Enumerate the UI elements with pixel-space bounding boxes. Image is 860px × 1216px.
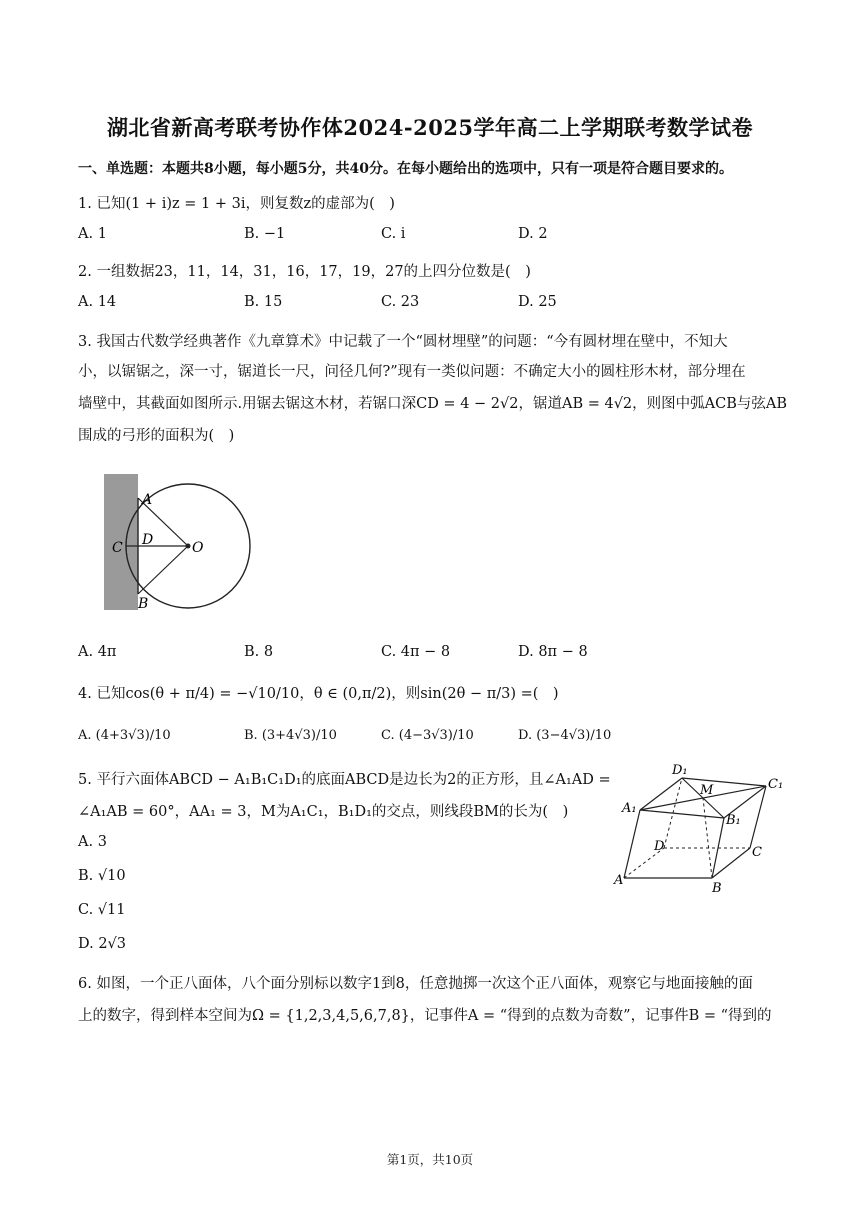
question-3-line-2: 小，以锯锯之，深一寸，锯道长一尺，问径几何?”现有一类似问题：不确定大小的圆柱形木材，部分埋在 [78,364,746,380]
q4-option-a: A. (4+3√3)/10 [78,728,171,743]
page-footer: 第1页，共10页 [386,1152,474,1167]
question-3-line-1: 3. 我国古代数学经典著作《九章算术》中记载了一个“圆材埋壁”的问题：“今有圆材埋在壁中，不知大 [78,334,728,350]
label-c1: C₁ [768,777,784,792]
label-b: B [138,596,149,612]
question-3-line-3: 墙壁中，其截面如图所示.用锯去锯这木材，若锯口深CD = 4 − 2√2，锯道AB = 4√2，则图中弧ACB与弦AB [78,396,788,412]
q4-option-d: D. (3−4√3)/10 [518,728,612,743]
label-c: C [752,845,762,860]
q1-option-c: C. i [381,226,406,242]
q3-option-d: D. 8π − 8 [518,644,588,660]
segment-bm [703,798,712,878]
q5-option-a: A. 3 [78,834,107,850]
center-point [186,544,191,549]
label-a: A [614,873,624,888]
q1-option-a: A. 1 [78,226,107,242]
edge-d1a1 [640,778,682,810]
edge-d1c1 [682,778,766,786]
q5-option-d: D. 2√3 [78,936,127,952]
q4-option-b: B. (3+4√3)/10 [244,728,337,743]
question-1-stem: 1. 已知(1 + i)z = 1 + 3i，则复数z的虚部为( ) [78,196,395,212]
label-c: C [112,540,123,556]
question-6-line-2: 上的数字，得到样本空间为Ω = {1,2,3,4,5,6,7,8}，记事件A = “得到的点数为奇数”，记事件B = “得到的 [78,1008,772,1024]
exam-title: 湖北省新高考联考协作体2024-2025学年高二上学期联考数学试卷 [106,115,754,140]
q3-option-a: A. 4π [78,644,117,660]
segment-bo [138,546,188,594]
label-b1: B₁ [726,813,741,828]
q2-option-b: B. 15 [244,294,283,310]
label-d: D [142,532,154,548]
question-3-line-4: 围成的弓形的面积为( ) [78,428,235,444]
q1-option-b: B. −1 [244,226,286,242]
question-5-line-1: 5. 平行六面体ABCD − A₁B₁C₁D₁的底面ABCD是边长为2的正方形，且∠A₁AD = [78,772,611,788]
edge-a1b1 [640,810,724,818]
edge-cc1 [750,786,766,848]
label-d: D [654,839,665,854]
label-o: O [192,540,204,556]
q5-option-b: B. √10 [78,868,126,884]
q3-option-b: B. 8 [244,644,274,660]
label-m: M [700,783,714,798]
q4-option-c: C. (4−3√3)/10 [381,728,474,743]
edge-aa1 [624,810,640,878]
q2-option-a: A. 14 [78,294,117,310]
label-a: A [142,492,153,508]
q5-option-c: C. √11 [78,902,126,918]
label-a1: A₁ [622,801,637,816]
circle-wall-figure [100,468,260,618]
question-5-line-2: ∠A₁AB = 60°，AA₁ = 3，M为A₁C₁，B₁D₁的交点，则线段BM的长为( ) [78,804,569,820]
q2-option-c: C. 23 [381,294,420,310]
question-6-line-1: 6. 如图，一个正八面体，八个面分别标以数字1到8，任意抛掷一次这个正八面体，观察它与地面接触的面 [78,976,753,992]
q2-option-d: D. 25 [518,294,557,310]
parallelepiped-figure [612,760,792,900]
label-d1: D₁ [672,763,688,778]
q3-option-c: C. 4π − 8 [381,644,451,660]
question-4-stem: 4. 已知cos(θ + π/4) = −√10/10，θ ∈ (0,π/2)，则sin(2θ − π/3) =( ) [78,686,559,702]
label-b: B [712,881,722,896]
question-2-stem: 2. 一组数据23，11，14，31，16，17，19，27的上四分位数是( ) [78,264,531,280]
q1-option-d: D. 2 [518,226,548,242]
section-heading: 一、单选题：本题共8小题，每小题5分，共40分。在每小题给出的选项中，只有一项是符合题目要求的。 [78,161,733,177]
